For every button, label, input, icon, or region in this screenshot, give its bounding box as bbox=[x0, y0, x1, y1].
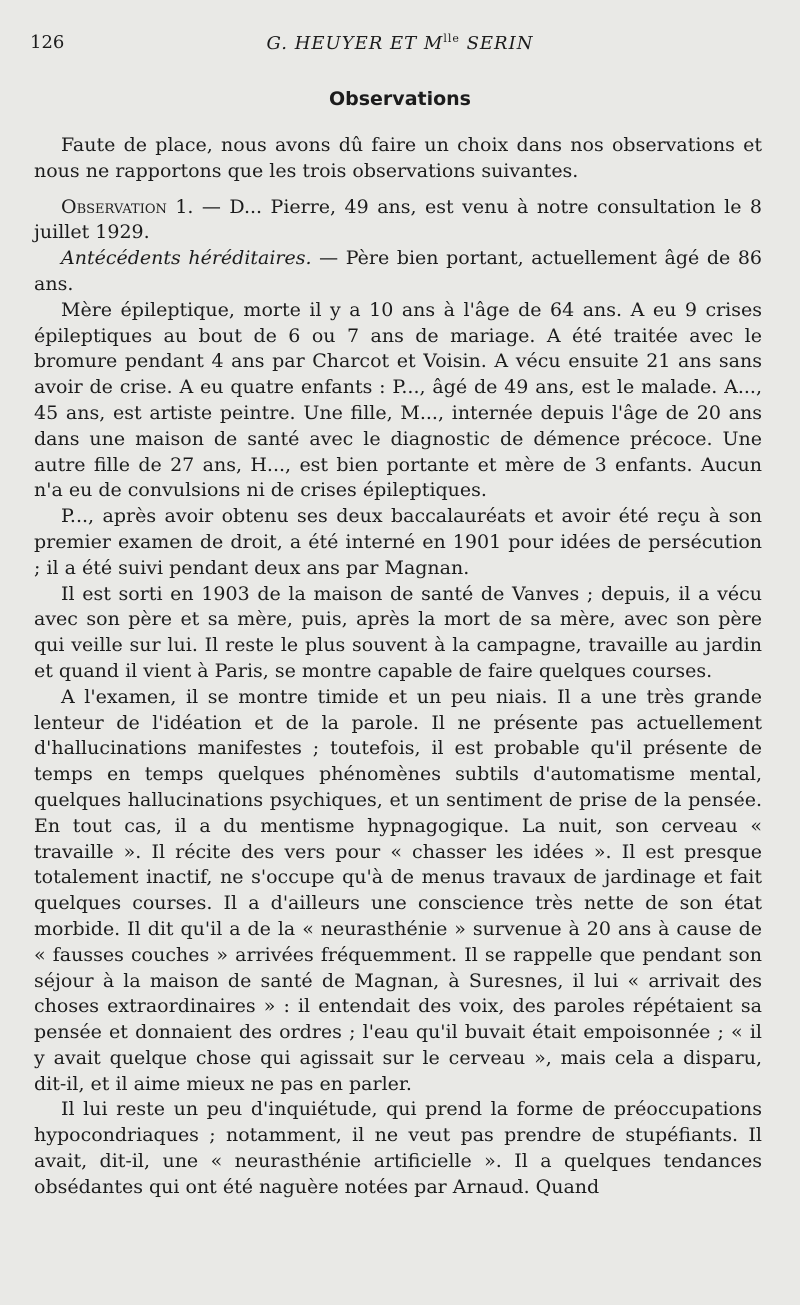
paragraph-text: Mère épileptique, morte il y a 10 ans à l'âge de 64 ans. A eu 9 crises épileptiques au bout de 6 ou 7 ans de mariage. A été traitée avec le bromure pendant 4 ans par Charcot et Voisin. A vécu ensuite 21 ans sans avoir de crise. A eu quatre enfants : P..., âgé de 49 ans, est le malade. A..., 45 ans, est artiste peintre. Une fille, M..., internée depuis l'âge de 20 ans dans une maison de santé avec le diagnostic de démence précoce. Une autre fille de 27 ans, H..., est bien portante et mère de 3 enfants. Aucun n'a eu de convulsions ni de crises épileptiques. bbox=[34, 298, 762, 502]
paragraph-text: — D... Pierre, 49 ans, est venu à notre consultation le 8 juillet 1929. bbox=[34, 195, 762, 244]
section-title: Observations bbox=[328, 88, 471, 110]
observation-label: Observation 1. bbox=[61, 195, 194, 218]
running-head-end: SERIN bbox=[459, 33, 534, 54]
paragraph bbox=[34, 504, 762, 581]
running-head-sup: lle bbox=[443, 32, 460, 45]
paragraph bbox=[34, 195, 762, 247]
paragraph bbox=[34, 298, 762, 504]
page-header bbox=[30, 32, 770, 56]
paragraph-text: A l'examen, il se montre timide et un peu niais. Il a une très grande lenteur de l'idéation et de la parole. Il ne présente pas actuellement d'hallucinations manifestes ; toutefois, il est probable qu'il présente de temps en temps quelques phénomènes subtils d'automatisme mental, quelques hallucinations psychiques, et un sentiment de prise de la pensée. En tout cas, il a du mentisme hypnagogique. La nuit, son cerveau « travaille ». Il récite des vers pour « chasser les idées ». Il est presque totalement inactif, ne s'occupe qu'à de menus travaux de jardinage et fait quelques courses. Il a d'ailleurs une conscience très nette de son état morbide. Il dit qu'il a de la « neurasthénie » survenue à 20 ans à cause de « fausses couches » arrivées fréquemment. Il se rappelle que pendant son séjour à la maison de santé de Magnan, à Suresnes, il lui « arrivait des choses extraordinaires » : il entendait des voix, des paroles répétaient sa pensée et donnaient des ordres ; l'eau qu'il buvait était empoisonnée ; « il y avait quelque chose qui agissait sur le cerveau », mais cela a disparu, dit-il, et il aime mieux ne pas en parler. bbox=[34, 685, 762, 1095]
running-head bbox=[30, 32, 770, 54]
paragraph-text: Faute de place, nous avons dû faire un choix dans nos observations et nous ne rapportons que les trois observations suivantes. bbox=[34, 134, 762, 182]
paragraph bbox=[34, 1097, 762, 1200]
paragraph-text: Il est sorti en 1903 de la maison de santé de Vanves ; depuis, il a vécu avec son père et sa mère, puis, après la mort de sa mère, avec son père qui veille sur lui. Il reste le plus souvent à la campagne, travaille au jardin et quand il vient à Paris, se montre capable de faire quelques courses. bbox=[34, 582, 762, 682]
paragraph bbox=[34, 133, 762, 185]
paragraph-text: Il lui reste un peu d'inquiétude, qui prend la forme de préoccupations hypocondriaques ; notamment, il ne veut pas prendre de stupéfiants. Il avait, dit-il, une « neurasthénie artificielle ». Il a quelques tendances obsédantes qui ont été naguère notées par Arnaud. Quand bbox=[34, 1098, 762, 1198]
paragraph-text: — Père bien portant, actuellement âgé de 86 ans. bbox=[34, 247, 762, 295]
page-number: 126 bbox=[30, 32, 65, 53]
running-head-authors: G. HEUYER ET M bbox=[266, 33, 444, 54]
paragraph-text: P..., après avoir obtenu ses deux baccalauréats et avoir été reçu à son premier examen de droit, a été interné en 1901 pour idées de persécution ; il a été suivi pendant deux ans par Magnan. bbox=[34, 505, 762, 579]
section-label: Antécédents héréditaires. bbox=[61, 247, 312, 270]
body-text bbox=[34, 133, 762, 1201]
paragraph bbox=[34, 685, 762, 1098]
paragraph bbox=[34, 246, 762, 298]
paragraph bbox=[34, 582, 762, 685]
